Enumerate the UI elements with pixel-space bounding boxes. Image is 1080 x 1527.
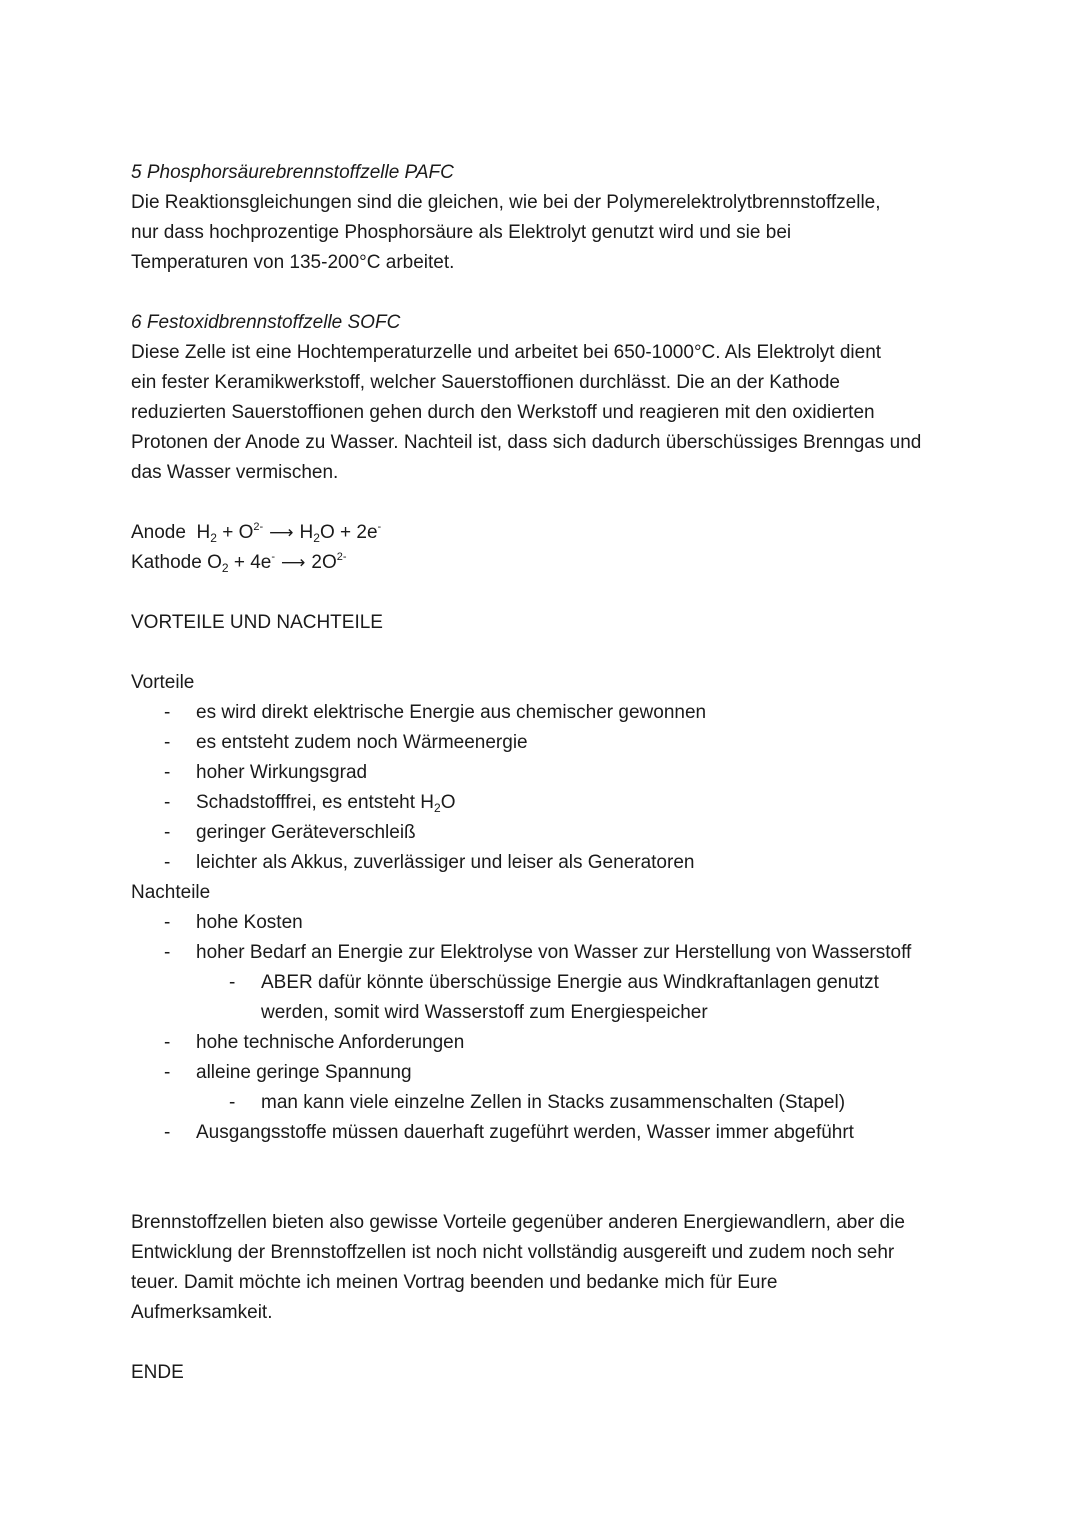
anode-electron-sup: - <box>377 521 382 533</box>
pros-cons-title: VORTEILE UND NACHTEILE <box>131 612 383 633</box>
dash-bullet-icon: - <box>164 822 171 843</box>
spacer <box>131 1178 961 1208</box>
dash-bullet-icon: - <box>164 1122 171 1143</box>
sofc-text-line: Diese Zelle ist eine Hochtemperaturzelle und arbeitet bei 650-1000°C. Als Elektrolyt dient <box>131 342 882 363</box>
list-item-text: geringer Geräteverschleiß <box>196 822 416 843</box>
vorteile-label: Vorteile <box>131 672 195 693</box>
anode-label: Anode <box>131 522 186 543</box>
sub-list-item-text: werden, somit wird Wasserstoff zum Energiespeicher <box>261 1002 708 1023</box>
kathode-product-sup: 2- <box>336 551 347 563</box>
anode-equation <box>131 518 961 548</box>
dash-bullet-icon: - <box>164 792 171 813</box>
h2o-sub: 2 <box>434 801 441 815</box>
reaction-arrow-icon: ⟶ <box>269 523 294 543</box>
anode-plus-o: + O <box>222 522 254 543</box>
h2o-tail: O <box>440 792 456 813</box>
spacer <box>131 1148 961 1178</box>
pafc-text-line: Temperaturen von 135-200°C arbeitet. <box>131 252 455 273</box>
sofc-text-line: ein fester Keramikwerkstoff, welcher Sauerstoffionen durchlässt. Die an der Kathode <box>131 372 841 393</box>
dash-bullet-icon: - <box>164 942 171 963</box>
list-item-text: hohe Kosten <box>196 912 303 933</box>
list-item <box>131 908 961 938</box>
list-item-text: hoher Bedarf an Energie zur Elektrolyse von Wasser zur Herstellung von Wasserstoff <box>196 942 912 963</box>
dash-bullet-icon: - <box>229 972 236 993</box>
list-item-text: es entsteht zudem noch Wärmeenergie <box>196 732 528 753</box>
sofc-text-line: reduzierten Sauerstoffionen gehen durch den Werkstoff und reagieren mit den oxidierten <box>131 402 875 423</box>
list-item-text: Schadstofffrei, es entsteht H <box>196 792 434 813</box>
spacer <box>131 1328 961 1358</box>
nachteile-label: Nachteile <box>131 882 211 903</box>
kathode-o-sub: 2 <box>221 561 229 575</box>
list-item-text: hohe technische Anforderungen <box>196 1032 465 1053</box>
list-item <box>131 698 961 728</box>
list-item <box>131 818 961 848</box>
anode-product-h-sub: 2 <box>313 531 320 545</box>
sub-list-item <box>131 1088 961 1118</box>
anode-h: H <box>196 522 211 543</box>
list-item <box>131 728 961 758</box>
sub-list-item-text: man kann viele einzelne Zellen in Stacks zusammenschalten (Stapel) <box>261 1092 846 1113</box>
dash-bullet-icon: - <box>164 852 171 873</box>
list-item-text: hoher Wirkungsgrad <box>196 762 368 783</box>
list-item <box>131 758 961 788</box>
pafc-text-line: nur dass hochprozentige Phosphorsäure als Elektrolyt genutzt wird und sie bei <box>131 222 792 243</box>
spacer <box>131 638 961 668</box>
kathode-label: Kathode <box>131 552 202 573</box>
dash-bullet-icon: - <box>229 1092 236 1113</box>
pafc-heading: 5 Phosphorsäurebrennstoffzelle PAFC <box>131 162 454 183</box>
kathode-plus: + 4e <box>233 552 272 573</box>
sofc-text-line: Protonen der Anode zu Wasser. Nachteil ist, dass sich dadurch überschüssiges Brenngas und <box>131 432 922 453</box>
reaction-arrow-icon: ⟶ <box>281 553 306 573</box>
list-item <box>131 1058 961 1088</box>
list-item <box>131 1028 961 1058</box>
end-marker: ENDE <box>131 1362 184 1383</box>
dash-bullet-icon: - <box>164 1032 171 1053</box>
pafc-text-line: Die Reaktionsgleichungen sind die gleichen, wie bei der Polymerelektrolytbrennstoffzelle, <box>131 192 881 213</box>
list-item <box>131 788 961 818</box>
dash-bullet-icon: - <box>164 912 171 933</box>
spacer <box>131 488 961 518</box>
conclusion-text-line: Aufmerksamkeit. <box>131 1302 273 1323</box>
kathode-electron-sup: - <box>271 551 276 563</box>
sub-list-item-continuation <box>131 998 961 1028</box>
list-item <box>131 848 961 878</box>
list-item <box>131 938 961 968</box>
sub-list-item <box>131 968 961 998</box>
dash-bullet-icon: - <box>164 702 171 723</box>
anode-h-sub: 2 <box>210 531 217 545</box>
dash-bullet-icon: - <box>164 762 171 783</box>
sofc-heading: 6 Festoxidbrennstoffzelle SOFC <box>131 312 401 333</box>
kathode-product: 2O <box>311 552 337 573</box>
anode-o-sup: 2- <box>253 521 264 533</box>
anode-product-rest: O + 2e <box>319 522 378 543</box>
dash-bullet-icon: - <box>164 1062 171 1083</box>
list-item-text: alleine geringe Spannung <box>196 1062 412 1083</box>
kathode-equation <box>131 548 961 578</box>
anode-product-h: H <box>299 522 314 543</box>
dash-bullet-icon: - <box>164 732 171 753</box>
document-page <box>131 158 961 1388</box>
list-item <box>131 1118 961 1148</box>
sofc-text-line: das Wasser vermischen. <box>131 462 339 483</box>
conclusion-text-line: teuer. Damit möchte ich meinen Vortrag beenden und bedanke mich für Eure <box>131 1272 778 1293</box>
conclusion-text-line: Entwicklung der Brennstoffzellen ist noch nicht vollständig ausgereift und zudem noch sehr <box>131 1242 895 1263</box>
spacer <box>131 578 961 608</box>
conclusion-text-line: Brennstoffzellen bieten also gewisse Vorteile gegenüber anderen Energiewandlern, aber die <box>131 1212 905 1233</box>
sub-list-item-text: ABER dafür könnte überschüssige Energie aus Windkraftanlagen genutzt <box>261 972 879 993</box>
list-item-text: es wird direkt elektrische Energie aus chemischer gewonnen <box>196 702 707 723</box>
kathode-o: O <box>207 552 222 573</box>
list-item-text: Ausgangsstoffe müssen dauerhaft zugeführt werden, Wasser immer abgeführt <box>196 1122 854 1143</box>
list-item-text: leichter als Akkus, zuverlässiger und leiser als Generatoren <box>196 852 695 873</box>
spacer <box>131 278 961 308</box>
